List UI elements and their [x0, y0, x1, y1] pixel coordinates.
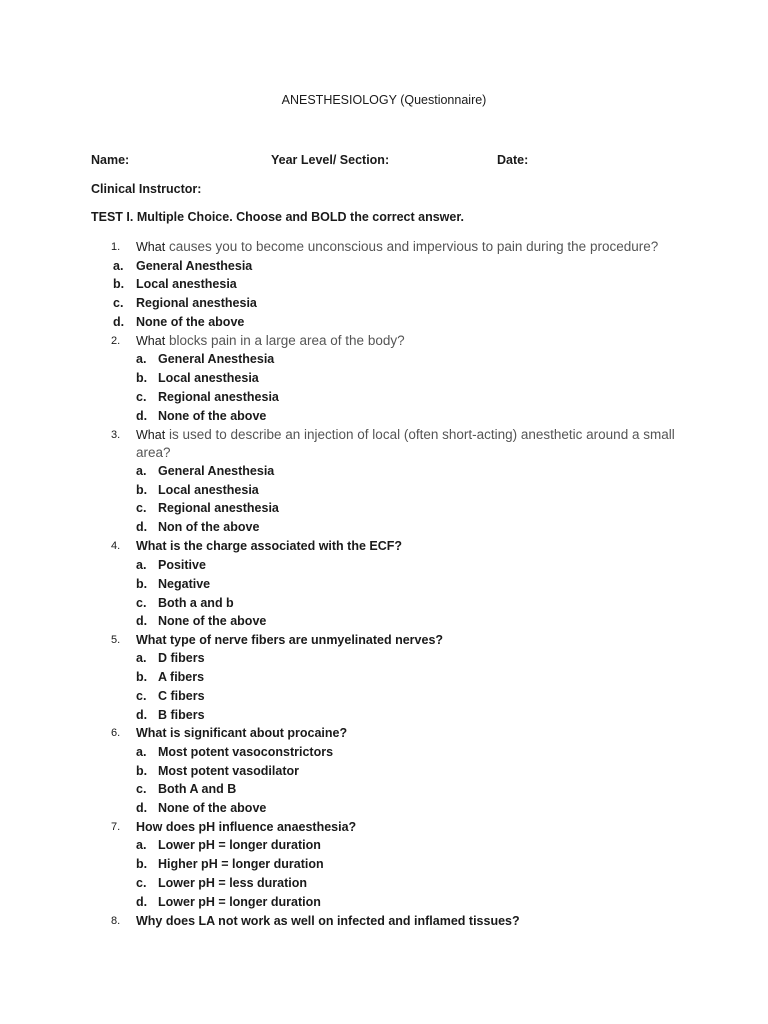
option-letter: a. — [136, 838, 147, 852]
question-text: What type of nerve fibers are unmyelinated nerves? — [136, 633, 444, 647]
option-letter: d. — [136, 801, 148, 815]
question-lead: What — [136, 428, 166, 442]
option-text: Higher pH = longer duration — [158, 857, 324, 871]
option-text: General Anesthesia — [158, 352, 275, 366]
question-number: 5. — [111, 634, 121, 646]
question-number: 7. — [111, 821, 121, 833]
option-text: General Anesthesia — [158, 464, 275, 478]
option-letter: c. — [136, 876, 147, 890]
option-letter: a. — [136, 352, 147, 366]
option-text: None of the above — [158, 614, 267, 628]
question-text — [136, 426, 676, 462]
name-label: Name: — [91, 153, 130, 167]
option-text: Most potent vasoconstrictors — [158, 745, 334, 759]
option-letter: b. — [136, 483, 148, 497]
option-letter: a. — [136, 651, 147, 665]
option-text: None of the above — [158, 409, 267, 423]
option-letter: c. — [136, 689, 147, 703]
option-letter: b. — [136, 670, 148, 684]
option-letter: a. — [136, 745, 147, 759]
option-text: Regional anesthesia — [158, 501, 279, 515]
option-text: D fibers — [158, 651, 205, 665]
option-text: A fibers — [158, 670, 205, 684]
option-text: Lower pH = longer duration — [158, 895, 321, 909]
option-letter: b. — [136, 577, 148, 591]
question-text: What is the charge associated with the ECF? — [136, 539, 403, 553]
option-letter: d. — [136, 895, 148, 909]
option-letter: b. — [136, 857, 148, 871]
question-number: 2. — [111, 335, 121, 347]
option-text: Negative — [158, 577, 211, 591]
option-text: None of the above — [136, 315, 245, 329]
question-body: blocks pain in a large area of the body? — [165, 333, 405, 348]
document-title: ANESTHESIOLOGY (Questionnaire) — [281, 93, 487, 107]
question-number: 1. — [111, 241, 121, 253]
clinical-instructor-label: Clinical Instructor: — [91, 182, 202, 196]
option-letter: c. — [113, 296, 124, 310]
option-letter: b. — [113, 277, 125, 291]
option-text: None of the above — [158, 801, 267, 815]
test-heading: TEST I. Multiple Choice. Choose and BOLD the correct answer. — [91, 210, 464, 224]
question-text: How does pH influence anaesthesia? — [136, 820, 357, 834]
question-lead: What — [136, 334, 166, 348]
option-text: Non of the above — [158, 520, 260, 534]
option-letter: d. — [136, 614, 148, 628]
option-text: Local anesthesia — [158, 483, 259, 497]
year-level-label: Year Level/ Section: — [271, 153, 390, 167]
option-text: C fibers — [158, 689, 205, 703]
question-lead: What — [136, 240, 166, 254]
option-letter: c. — [136, 501, 147, 515]
option-text: Both A and B — [158, 782, 237, 796]
option-text: General Anesthesia — [136, 259, 253, 273]
question-body: causes you to become unconscious and impervious to pain during the procedure? — [165, 239, 659, 254]
question-number: 3. — [111, 429, 121, 441]
option-letter: b. — [136, 371, 148, 385]
date-label: Date: — [497, 153, 529, 167]
option-letter: d. — [136, 409, 148, 423]
option-text: Local anesthesia — [158, 371, 259, 385]
question-number: 6. — [111, 727, 121, 739]
option-text: Both a and b — [158, 596, 234, 610]
option-letter: d. — [136, 708, 148, 722]
question-text — [136, 332, 696, 350]
question-body: is used to describe an injection of local (often short-acting) anesthetic around a small area? — [136, 427, 675, 460]
question-text: Why does LA not work as well on infected and inflamed tissues? — [136, 914, 520, 928]
option-letter: a. — [113, 259, 124, 273]
question-text — [136, 238, 696, 256]
option-letter: c. — [136, 782, 147, 796]
option-letter: d. — [136, 520, 148, 534]
option-letter: a. — [136, 464, 147, 478]
option-letter: b. — [136, 764, 148, 778]
question-number: 8. — [111, 915, 121, 927]
option-text: Lower pH = less duration — [158, 876, 307, 890]
option-text: Regional anesthesia — [136, 296, 257, 310]
option-letter: a. — [136, 558, 147, 572]
option-letter: d. — [113, 315, 125, 329]
option-text: B fibers — [158, 708, 205, 722]
question-text: What is significant about procaine? — [136, 726, 348, 740]
option-letter: c. — [136, 596, 147, 610]
option-text: Local anesthesia — [136, 277, 237, 291]
question-number: 4. — [111, 540, 121, 552]
option-text: Regional anesthesia — [158, 390, 279, 404]
option-text: Positive — [158, 558, 206, 572]
option-text: Lower pH = longer duration — [158, 838, 321, 852]
option-letter: c. — [136, 390, 147, 404]
option-text: Most potent vasodilator — [158, 764, 299, 778]
